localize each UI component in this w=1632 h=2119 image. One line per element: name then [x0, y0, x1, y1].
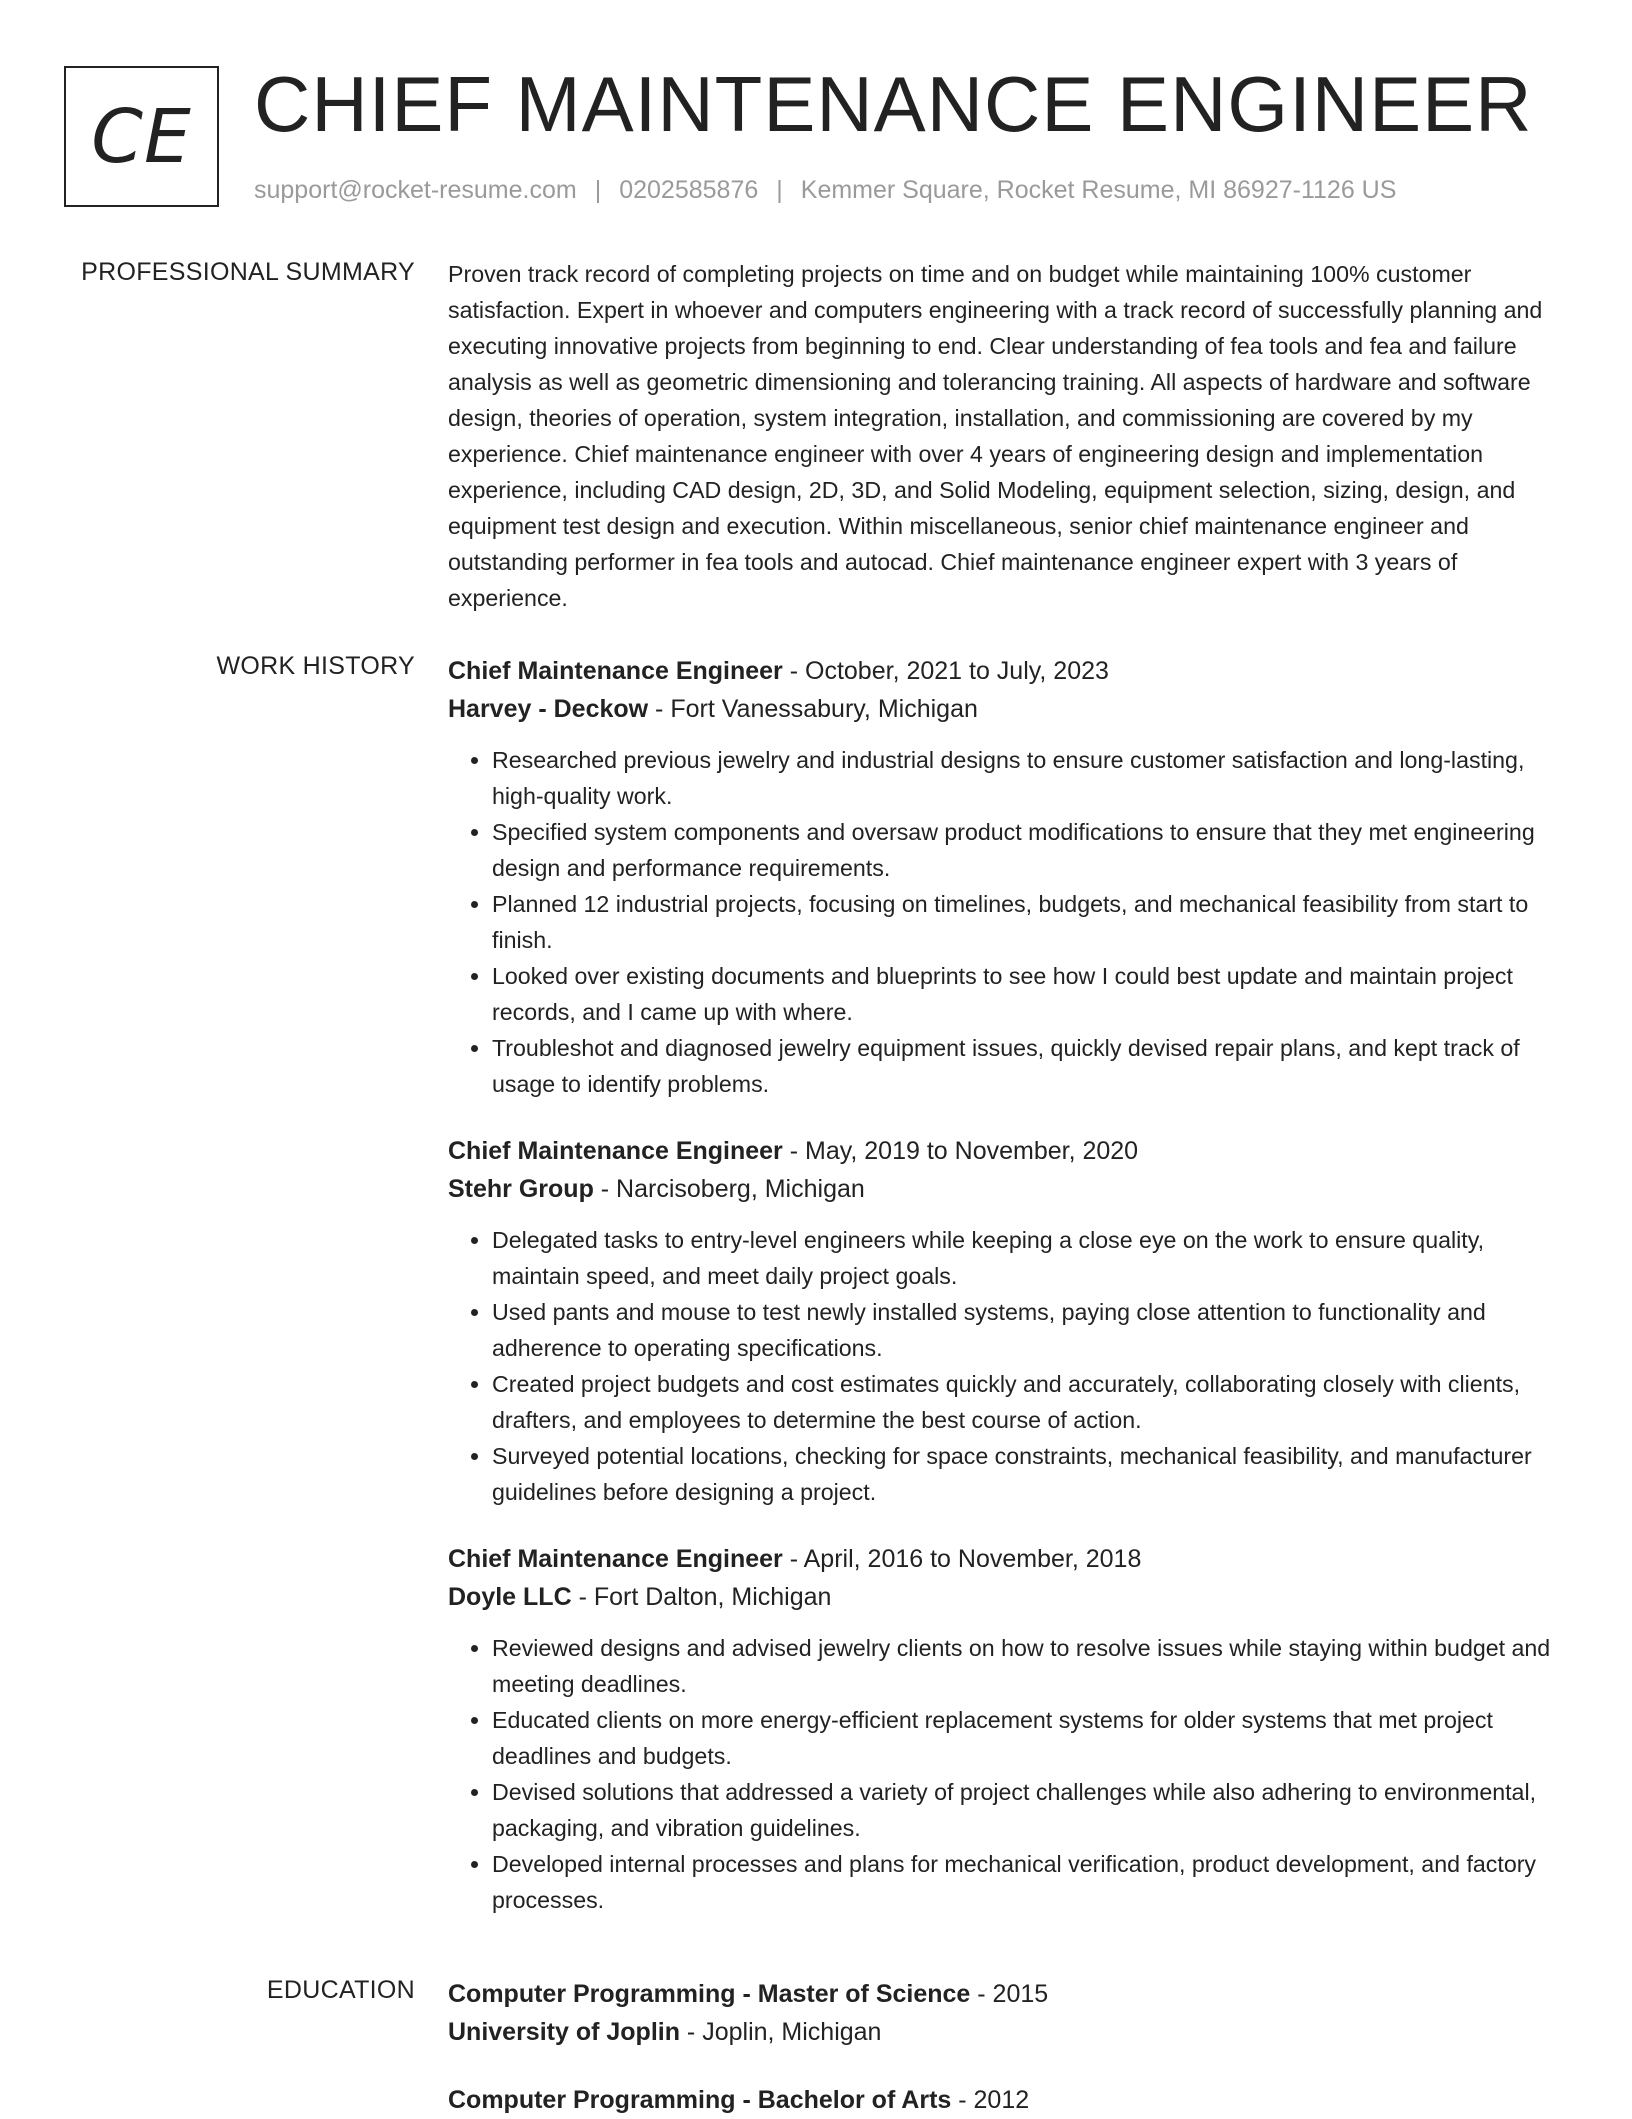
- education-section: [448, 1975, 1570, 2119]
- education-degree: Computer Programming - Bachelor of Arts: [448, 2086, 952, 2114]
- contact-separator: |: [776, 176, 783, 204]
- job-entry: [448, 1540, 1570, 1918]
- job-company-line: [448, 1170, 1570, 1208]
- section-label-education: EDUCATION: [266, 1976, 415, 2004]
- education-degree-line: [448, 1975, 1570, 2013]
- job-company-line: [448, 1578, 1570, 1616]
- job-bullets: [448, 1222, 1570, 1510]
- contact-address: Kemmer Square, Rocket Resume, MI 86927-1126 US: [800, 176, 1397, 204]
- education-location: - Joplin, Michigan: [679, 2018, 882, 2046]
- job-title-line: [448, 652, 1570, 690]
- job-bullet: • Troubleshot and diagnosed jewelry equipment issues, quickly devised repair plans, and kept track of usage to identify problems.: [492, 1030, 1570, 1102]
- contact-line: [254, 176, 1396, 205]
- job-bullet: • Created project budgets and cost estimates quickly and accurately, collaborating closely with clients, drafters, and employees to determine the best course of action.: [492, 1366, 1570, 1438]
- job-dates: - October, 2021 to July, 2023: [782, 657, 1109, 685]
- job-title: Chief Maintenance Engineer: [448, 657, 783, 685]
- education-entry: [448, 1975, 1570, 2051]
- section-label-summary: PROFESSIONAL SUMMARY: [81, 258, 415, 286]
- job-bullet: • Planned 12 industrial projects, focusing on timelines, budgets, and mechanical feasibility from start to finish.: [492, 886, 1570, 958]
- job-company: Harvey - Deckow: [448, 695, 649, 723]
- job-bullet: • Educated clients on more energy-efficient replacement systems for older systems that met project deadlines and budgets.: [492, 1702, 1570, 1774]
- job-bullet: • Delegated tasks to entry-level engineers while keeping a close eye on the work to ensure quality, maintain speed, and meet daily project goals.: [492, 1222, 1570, 1294]
- job-title-line: [448, 1540, 1570, 1578]
- work-history-section: [448, 652, 1570, 1918]
- job-location: - Narcisoberg, Michigan: [593, 1175, 865, 1203]
- job-company-line: [448, 690, 1570, 728]
- education-degree: Computer Programming - Master of Science: [448, 1980, 971, 2008]
- job-entry: [448, 1132, 1570, 1510]
- summary-section: [448, 256, 1570, 616]
- job-bullet: • Surveyed potential locations, checking for space constraints, mechanical feasibility, and manufacturer guidelines before designing a project.: [492, 1438, 1570, 1510]
- job-bullet: • Researched previous jewelry and industrial designs to ensure customer satisfaction and long-lasting, high-quality work.: [492, 742, 1570, 814]
- job-company: Doyle LLC: [448, 1583, 572, 1611]
- job-title: Chief Maintenance Engineer: [448, 1137, 783, 1165]
- job-bullet: • Looked over existing documents and blueprints to see how I could best update and maintain project records, and I came up with where.: [492, 958, 1570, 1030]
- job-bullets: [448, 1630, 1570, 1918]
- monogram-box: [64, 66, 219, 207]
- contact-phone[interactable]: 0202585876: [619, 176, 759, 204]
- contact-email[interactable]: support@rocket-resume.com: [254, 176, 577, 204]
- job-title: Chief Maintenance Engineer: [448, 1545, 783, 1573]
- job-bullet: • Used pants and mouse to test newly installed systems, paying close attention to functionality and adherence to operating specifications.: [492, 1294, 1570, 1366]
- job-bullet: • Specified system components and oversaw product modifications to ensure that they met engineering design and performance requirements.: [492, 814, 1570, 886]
- education-year: - 2015: [970, 1980, 1049, 2008]
- education-year: - 2012: [951, 2086, 1030, 2114]
- monogram-initials: CE: [91, 93, 192, 180]
- page-title: CHIEF MAINTENANCE ENGINEER: [254, 60, 1533, 148]
- job-location: - Fort Dalton, Michigan: [571, 1583, 832, 1611]
- job-entry: [448, 652, 1570, 1102]
- education-school: University of Joplin: [448, 2018, 680, 2046]
- education-school-line: [448, 2013, 1570, 2051]
- section-label-work-history: WORK HISTORY: [216, 652, 415, 680]
- job-bullet: • Developed internal processes and plans for mechanical verification, product development, and factory processes.: [492, 1846, 1570, 1918]
- job-bullet: • Devised solutions that addressed a variety of project challenges while also adhering to environmental, packaging, and vibration guidelines.: [492, 1774, 1570, 1846]
- job-bullets: [448, 742, 1570, 1102]
- job-dates: - April, 2016 to November, 2018: [782, 1545, 1142, 1573]
- education-degree-line: [448, 2081, 1570, 2119]
- summary-text: Proven track record of completing projects on time and on budget while maintaining 100% customer satisfaction. Expert in whoever and computers engineering with a track record of successfully planning and executing innovative projects from beginning to end. Clear understanding of fea tools and fea and failure analysis as well as geometric dimensioning and tolerancing training. All aspects of hardware and software design, theories of operation, system integration, installation, and commissioning are covered by my experience. Chief maintenance engineer with over 4 years of engineering design and implementation experience, including CAD design, 2D, 3D, and Solid Modeling, equipment selection, sizing, design, and equipment test design and execution. Within miscellaneous, senior chief maintenance engineer and outstanding performer in fea tools and autocad. Chief maintenance engineer expert with 3 years of experience.: [448, 261, 1543, 611]
- job-bullet: • Reviewed designs and advised jewelry clients on how to resolve issues while staying within budget and meeting deadlines.: [492, 1630, 1570, 1702]
- job-title-line: [448, 1132, 1570, 1170]
- job-company: Stehr Group: [448, 1175, 594, 1203]
- job-location: - Fort Vanessabury, Michigan: [648, 695, 978, 723]
- contact-separator: |: [594, 176, 602, 204]
- job-dates: - May, 2019 to November, 2020: [782, 1137, 1139, 1165]
- education-entry: [448, 2081, 1570, 2119]
